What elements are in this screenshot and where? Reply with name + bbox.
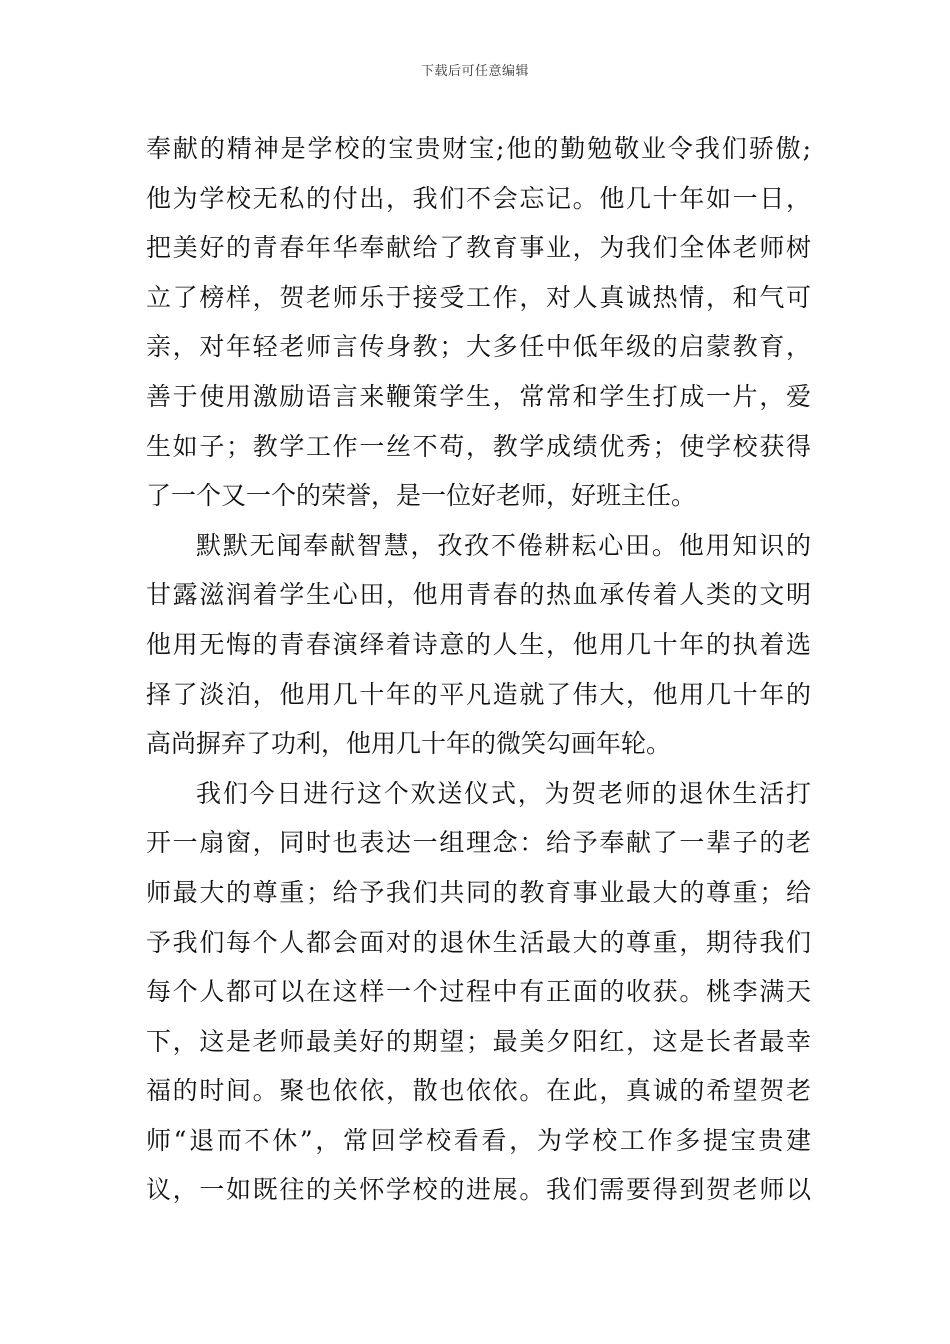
text-line: 他为学校无私的付出，我们不会忘记。他几十年如一日，	[146, 183, 811, 213]
text-line: 我们今日进行这个欢送仪式，为贺老师的退休生活打	[196, 778, 811, 808]
text-line: 择了淡泊，他用几十年的平凡造就了伟大，他用几十年的	[146, 679, 811, 709]
paragraph-3	[146, 769, 811, 1215]
text-line: 师最大的尊重；给予我们共同的教育事业最大的尊重；给	[146, 877, 811, 907]
text-line: 议，一如既往的关怀学校的进展。我们需要得到贺老师以	[146, 1175, 811, 1205]
text-line: 了一个又一个的荣誉，是一位好老师，好班主任。	[146, 481, 697, 511]
paragraph-2	[146, 521, 811, 769]
text-line: 立了榜样，贺老师乐于接受工作，对人真诚热情，和气可	[146, 282, 811, 312]
document-body	[146, 124, 811, 1215]
text-line: 善于使用激励语言来鞭策学生，常常和学生打成一片，爱	[146, 381, 811, 411]
text-line: 下，这是老师最美好的期望；最美夕阳红，这是长者最幸	[146, 1026, 811, 1056]
text-line: 默默无闻奉献智慧，孜孜不倦耕耘心田。他用知识的	[196, 530, 811, 560]
text-line: 他用无悔的青春演绎着诗意的人生，他用几十年的执着选	[146, 629, 811, 659]
text-line: 亲，对年轻老师言传身教；大多任中低年级的启蒙教育，	[146, 332, 811, 362]
text-line: 生如子；教学工作一丝不苟，教学成绩优秀；使学校获得	[146, 431, 811, 461]
text-line: 每个人都可以在这样一个过程中有正面的收获。桃李满天	[146, 977, 811, 1007]
text-line: 甘露滋润着学生心田，他用青春的热血承传着人类的文明	[146, 580, 811, 610]
text-line: 师“退而不休”，常回学校看看，为学校工作多提宝贵建	[146, 1125, 811, 1155]
text-line: 福的时间。聚也依依，散也依依。在此，真诚的希望贺老	[146, 1076, 811, 1106]
text-line: 开一扇窗，同时也表达一组理念：给予奉献了一辈子的老	[146, 828, 811, 858]
text-line: 予我们每个人都会面对的退休生活最大的尊重，期待我们	[146, 927, 811, 957]
page-header: 下载后可任意编辑	[420, 64, 529, 79]
text-line: 把美好的青春年华奉献给了教育事业，为我们全体老师树	[146, 233, 811, 263]
paragraph-1	[146, 124, 811, 521]
text-line: 奉献的精神是学校的宝贵财宝;他的勤勉敬业令我们骄傲;	[146, 134, 811, 163]
text-line: 高尚摒弃了功利，他用几十年的微笑勾画年轮。	[146, 729, 672, 759]
